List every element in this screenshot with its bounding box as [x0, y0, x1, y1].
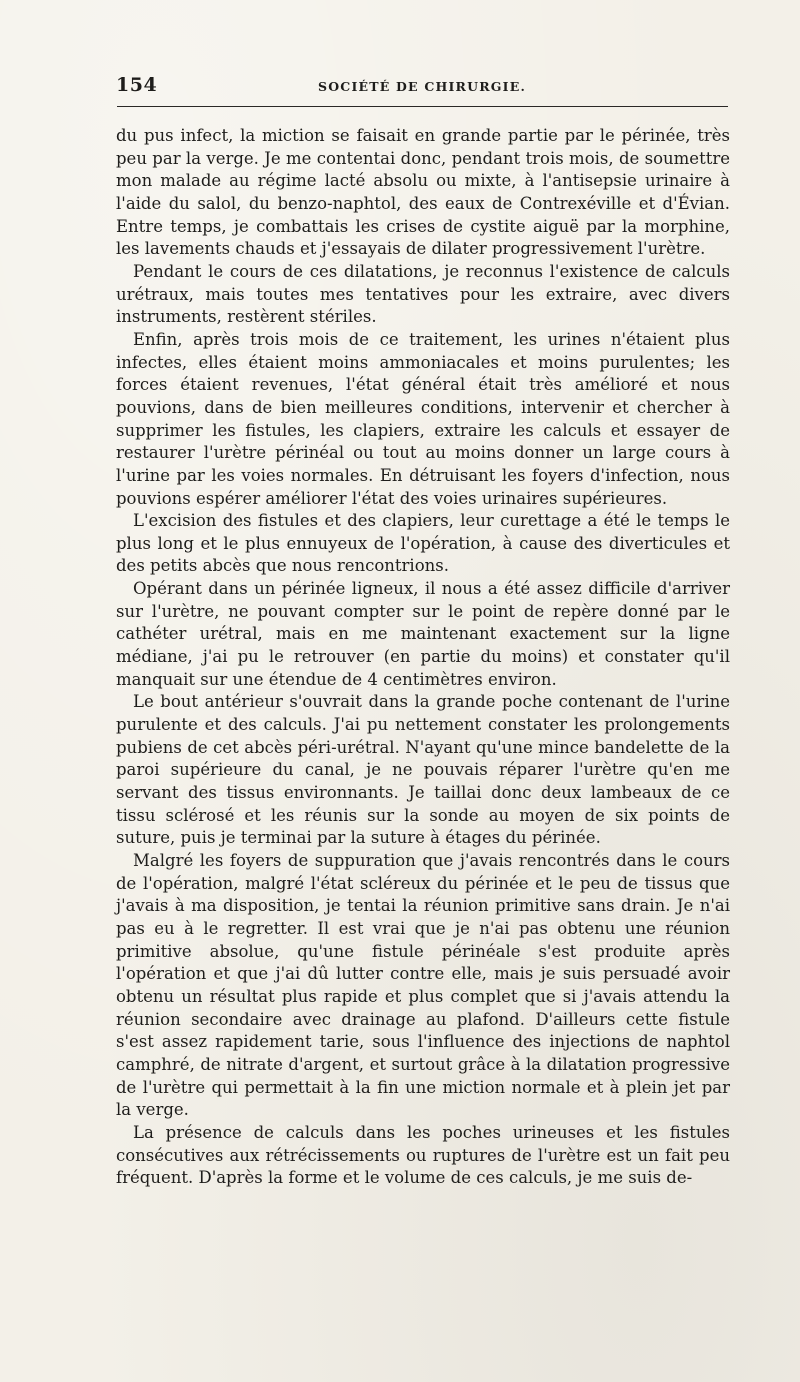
header-divider — [117, 106, 728, 107]
running-title: SOCIÉTÉ DE CHIRURGIE. — [317, 79, 527, 94]
paragraph: L'excision des fistules et des clapiers, leur curettage a été le temps le plus long et le plus ennuyeux de l'opération, à cause des diverticules et des petits abcès que nous rencontrions. — [116, 511, 730, 576]
paragraph: Opérant dans un périnée ligneux, il nous a été assez difficile d'arriver sur l'urètre, ne pouvant compter sur le point de repère donné par le cathéter urétral, mais en me maintenant exactement sur la ligne médiane, j'ai pu le retrouver (en partie du moins) et constater qu'il manquait sur une étendue de 4 centimètres environ. — [116, 579, 730, 689]
paragraph-continued: du pus infect, la miction se faisait en grande partie par le périnée, très peu par la verge. Je me contentai donc, pendant trois mois, de soumettre mon malade au régime lacté absolu ou mixte, à l'antisepsie urinaire à l'aide du salol, du benzo-naphtol, des eaux de Contrexéville et d'Évian. Entre temps, je combattais les crises de cystite aiguë par la morphine, les lavements chauds et j'essayais de dilater progressivement l'urètre. — [116, 126, 730, 259]
paragraph: Enfin, après trois mois de ce traitement, les urines n'étaient plus infectes, elles étaient moins ammoniacales et moins purulentes; les forces étaient revenues, l'état général était très amélioré et nous pouvions, dans de bien meilleures conditions, intervenir et chercher à supprimer les fistules, les clapiers, extraire les calculs et essayer de restaurer l'urètre périnéal ou tout au moins donner un large cours à l'urine par les voies normales. En détruisant les foyers d'infection, nous pouvions espérer améliorer l'état des voies urinaires supérieures. — [116, 329, 730, 508]
paragraph: Malgré les foyers de suppuration que j'avais rencontrés dans le cours de l'opération, malgré l'état scléreux du périnée et le peu de tissus que j'avais à ma disposition, je tentai la réunion primitive sans drain. Je n'ai pas eu à le regretter. Il est vrai que je n'ai pas obtenu une réunion primitive absolue, qu'une fistule périnéale s'est produite après l'opération et que j'ai dû lutter contre elle, mais je suis persuadé avoir obtenu un résultat plus rapide et plus complet que si j'avais attendu la réunion secondaire avec drainage au plafond. D'ailleurs cette fistule s'est assez rapidement tarie, sous l'influence des injections de naphtol camphré, de nitrate d'argent, et surtout grâce à la dilatation progressive de l'urètre qui permettait à la fin une miction normale et à plein jet par la verge. — [116, 851, 730, 1120]
paragraph: Le bout antérieur s'ouvrait dans la grande poche contenant de l'urine purulente et des calculs. J'ai pu nettement constater les prolongements pubiens de cet abcès péri-urétral. N'ayant qu'une mince bandelette de la paroi supérieure du canal, je ne pouvais réparer l'urètre qu'en me servant des tissus environnants. Je taillai donc deux lambeaux de ce tissu sclérosé et les réunis sur la sonde au moyen de six points de suture, puis je terminai par la suture à étages du périnée. — [116, 692, 730, 848]
page-number: 154 — [116, 74, 158, 96]
paragraph: La présence de calculs dans les poches urineuses et les fistules consécutives aux rétrécissements ou ruptures de l'urètre est un fait peu fréquent. D'après la forme et le volume de ces calculs, je me suis de- — [116, 1122, 730, 1188]
body-text — [116, 125, 730, 1190]
paragraph: Pendant le cours de ces dilatations, je reconnus l'existence de calculs urétraux, mais toutes mes tentatives pour les extraire, avec divers instruments, restèrent stériles. — [116, 261, 730, 327]
page-header — [116, 74, 728, 98]
